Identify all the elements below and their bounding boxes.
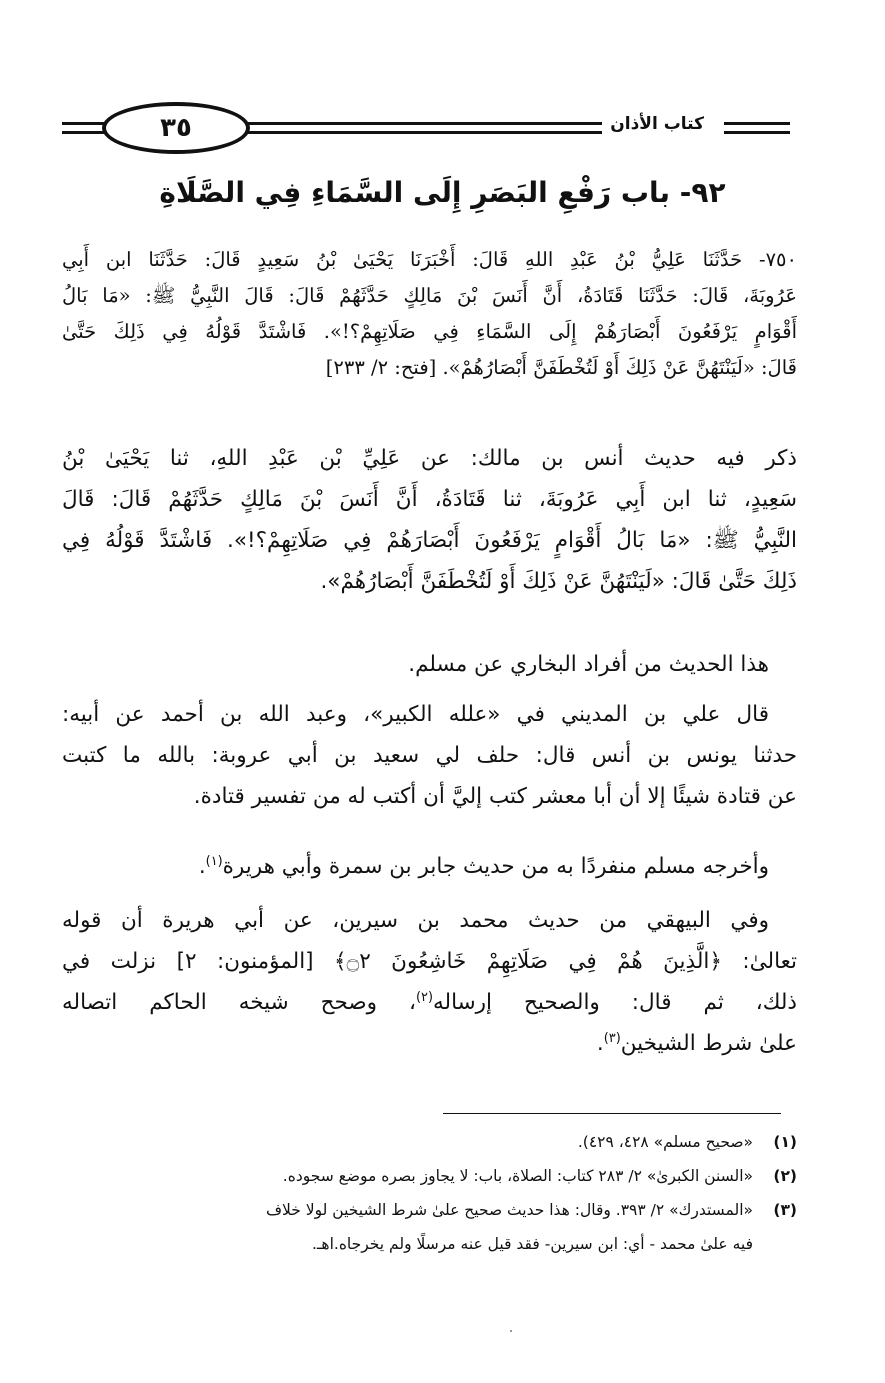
commentary-paragraph-4 bbox=[62, 846, 797, 887]
header-rule-right-bottom bbox=[724, 131, 790, 134]
commentary-text: ، وصحح شيخه الحاكم اتصاله bbox=[62, 990, 416, 1015]
footnote-2 bbox=[62, 1159, 797, 1193]
running-header bbox=[62, 100, 790, 156]
page-number: ٣٥ bbox=[102, 102, 250, 154]
commentary-line: النَّبِيُّ ﷺ: «مَا بَالُ أَقْوَامٍ يَرْفَعُونَ أَبْصَارَهُمْ فِي صَلَاتِهِمْ؟!». فَاشْتَدَّ قَوْلُهُ فِي bbox=[62, 528, 797, 553]
commentary-line: حدثنا يونس بن أنس قال: حلف لي سعيد بن أبي عروبة: بالله ما كتبت bbox=[62, 743, 797, 768]
commentary-line: ذكر فيه حديث أنس بن مالك: عن عَلِيِّ بْن عَبْدِ اللهِ، ثنا يَحْيَىٰ بْنُ bbox=[62, 446, 797, 471]
footnote-number: (٣) bbox=[773, 1201, 797, 1219]
commentary-line bbox=[62, 982, 797, 1023]
footnote-ref[interactable]: (٣) bbox=[603, 1030, 621, 1046]
footnote-text: «صحيح مسلم» ٤٢٨، ٤٢٩). bbox=[577, 1133, 753, 1151]
footnotes bbox=[62, 1125, 797, 1261]
header-rule-middle-bottom bbox=[242, 131, 652, 134]
footnote-text: «المستدرك» ٢/ ٣٩٣. وقال: هذا حديث صحيح علىٰ شرط الشيخين لولا خلاف bbox=[265, 1201, 753, 1219]
header-rule-middle-top bbox=[242, 122, 652, 125]
footnote-ref[interactable]: (٢) bbox=[416, 989, 433, 1005]
commentary-line: تعالىٰ: ﴿الَّذِينَ هُمْ فِي صَلَاتِهِمْ خَاشِعُونَ ۝٢﴾ [المؤمنون: ٢] نزلت في bbox=[62, 949, 797, 974]
commentary-paragraph-1 bbox=[62, 438, 797, 602]
footnote-3-continuation: فيه علىٰ محمد - أي: ابن سيرين- فقد قيل عنه مرسلًا ولم يخرجاه.اهـ. bbox=[311, 1235, 753, 1253]
footnote-ref[interactable]: (١) bbox=[205, 853, 223, 869]
commentary-text: علىٰ شرط الشيخين bbox=[620, 1031, 797, 1056]
commentary-line: سَعِيدٍ، ثنا ابن أَبِي عَرُوبَةَ، ثنا قَتَادَةُ، أَنَّ أَنَسَ بْنَ مَالِكٍ حَدَّثَهُمْ قَالَ: قَالَ bbox=[62, 487, 797, 512]
commentary-line: ذَلِكَ حَتَّىٰ قَالَ: «لَيَنْتَهُنَّ عَنْ ذَلِكَ أَوْ لَتُخْطَفَنَّ أَبْصَارُهُمْ». bbox=[320, 569, 797, 594]
footnote-number: (١) bbox=[773, 1133, 797, 1151]
footnote-text: «السنن الكبرىٰ» ٢/ ٢٨٣ كتاب: الصلاة، باب: لا يجاوز بصره موضع سجوده. bbox=[282, 1167, 753, 1185]
commentary-text: ذلك، ثم قال: والصحيح إرساله bbox=[433, 990, 797, 1015]
hadith-line: أَقْوَامٍ يَرْفَعُونَ أَبْصَارَهُمْ إِلَى السَّمَاءِ فِي صَلَاتِهِمْ؟!». فَاشْتَدَّ قَوْلُهُ فِي ذَلِكَ حَتَّىٰ bbox=[62, 320, 797, 343]
hadith-line: ٧٥٠- حَدَّثَنَا عَلِيُّ بْنُ عَبْدِ اللهِ قَالَ: أَخْبَرَنَا يَحْيَىٰ بْنُ سَعِيدٍ قَالَ: حَدَّثَنَا ابن أَبِي bbox=[62, 248, 797, 271]
footnote-3 bbox=[62, 1193, 797, 1227]
chapter-title: ٩٢- باب رَفْعِ البَصَرِ إِلَى السَّمَاءِ فِي الصَّلَاةِ bbox=[159, 176, 726, 209]
hadith-line: قَالَ: «لَيَنْتَهُنَّ عَنْ ذَلِكَ أَوْ لَتُخْطَفَنَّ أَبْصَارُهُمْ». [فتح: ٢/ ٢٣٣] bbox=[325, 356, 797, 379]
running-title: كتاب الأذان bbox=[602, 114, 712, 134]
page-speck bbox=[510, 1330, 512, 1332]
commentary-paragraph-2 bbox=[62, 644, 797, 685]
footnote-1 bbox=[62, 1125, 797, 1159]
header-rule-right-top bbox=[724, 122, 790, 125]
commentary-line bbox=[62, 846, 797, 887]
commentary-text: وأخرجه مسلم منفردًا به من حديث جابر بن سمرة وأبي هريرة bbox=[222, 854, 769, 879]
hadith-text bbox=[62, 242, 797, 386]
commentary-text: . bbox=[198, 854, 206, 879]
footnote-separator bbox=[443, 1113, 781, 1114]
commentary-paragraph-5 bbox=[62, 900, 797, 1064]
commentary-line bbox=[62, 1023, 797, 1064]
commentary-line: عن قتادة شيئًا إلا أن أبا معشر كتب إليَّ أن أكتب له من تفسير قتادة. bbox=[193, 784, 797, 809]
footnote-number: (٢) bbox=[773, 1167, 797, 1185]
commentary-paragraph-3 bbox=[62, 694, 797, 817]
commentary-text: . bbox=[596, 1031, 604, 1056]
commentary-line: قال علي بن المديني في «علله الكبير»، وعبد الله بن أحمد عن أبيه: bbox=[62, 702, 769, 727]
hadith-line: عَرُوبَةَ، قَالَ: حَدَّثَنَا قَتَادَةُ، أَنَّ أَنَسَ بْنَ مَالِكٍ حَدَّثَهُمْ قَالَ: قَالَ النَّبِيُّ ﷺ: «مَا بَالُ bbox=[62, 284, 797, 307]
commentary-line: هذا الحديث من أفراد البخاري عن مسلم. bbox=[408, 652, 769, 677]
commentary-line: وفي البيهقي من حديث محمد بن سيرين، عن أبي هريرة أن قوله bbox=[62, 908, 769, 933]
